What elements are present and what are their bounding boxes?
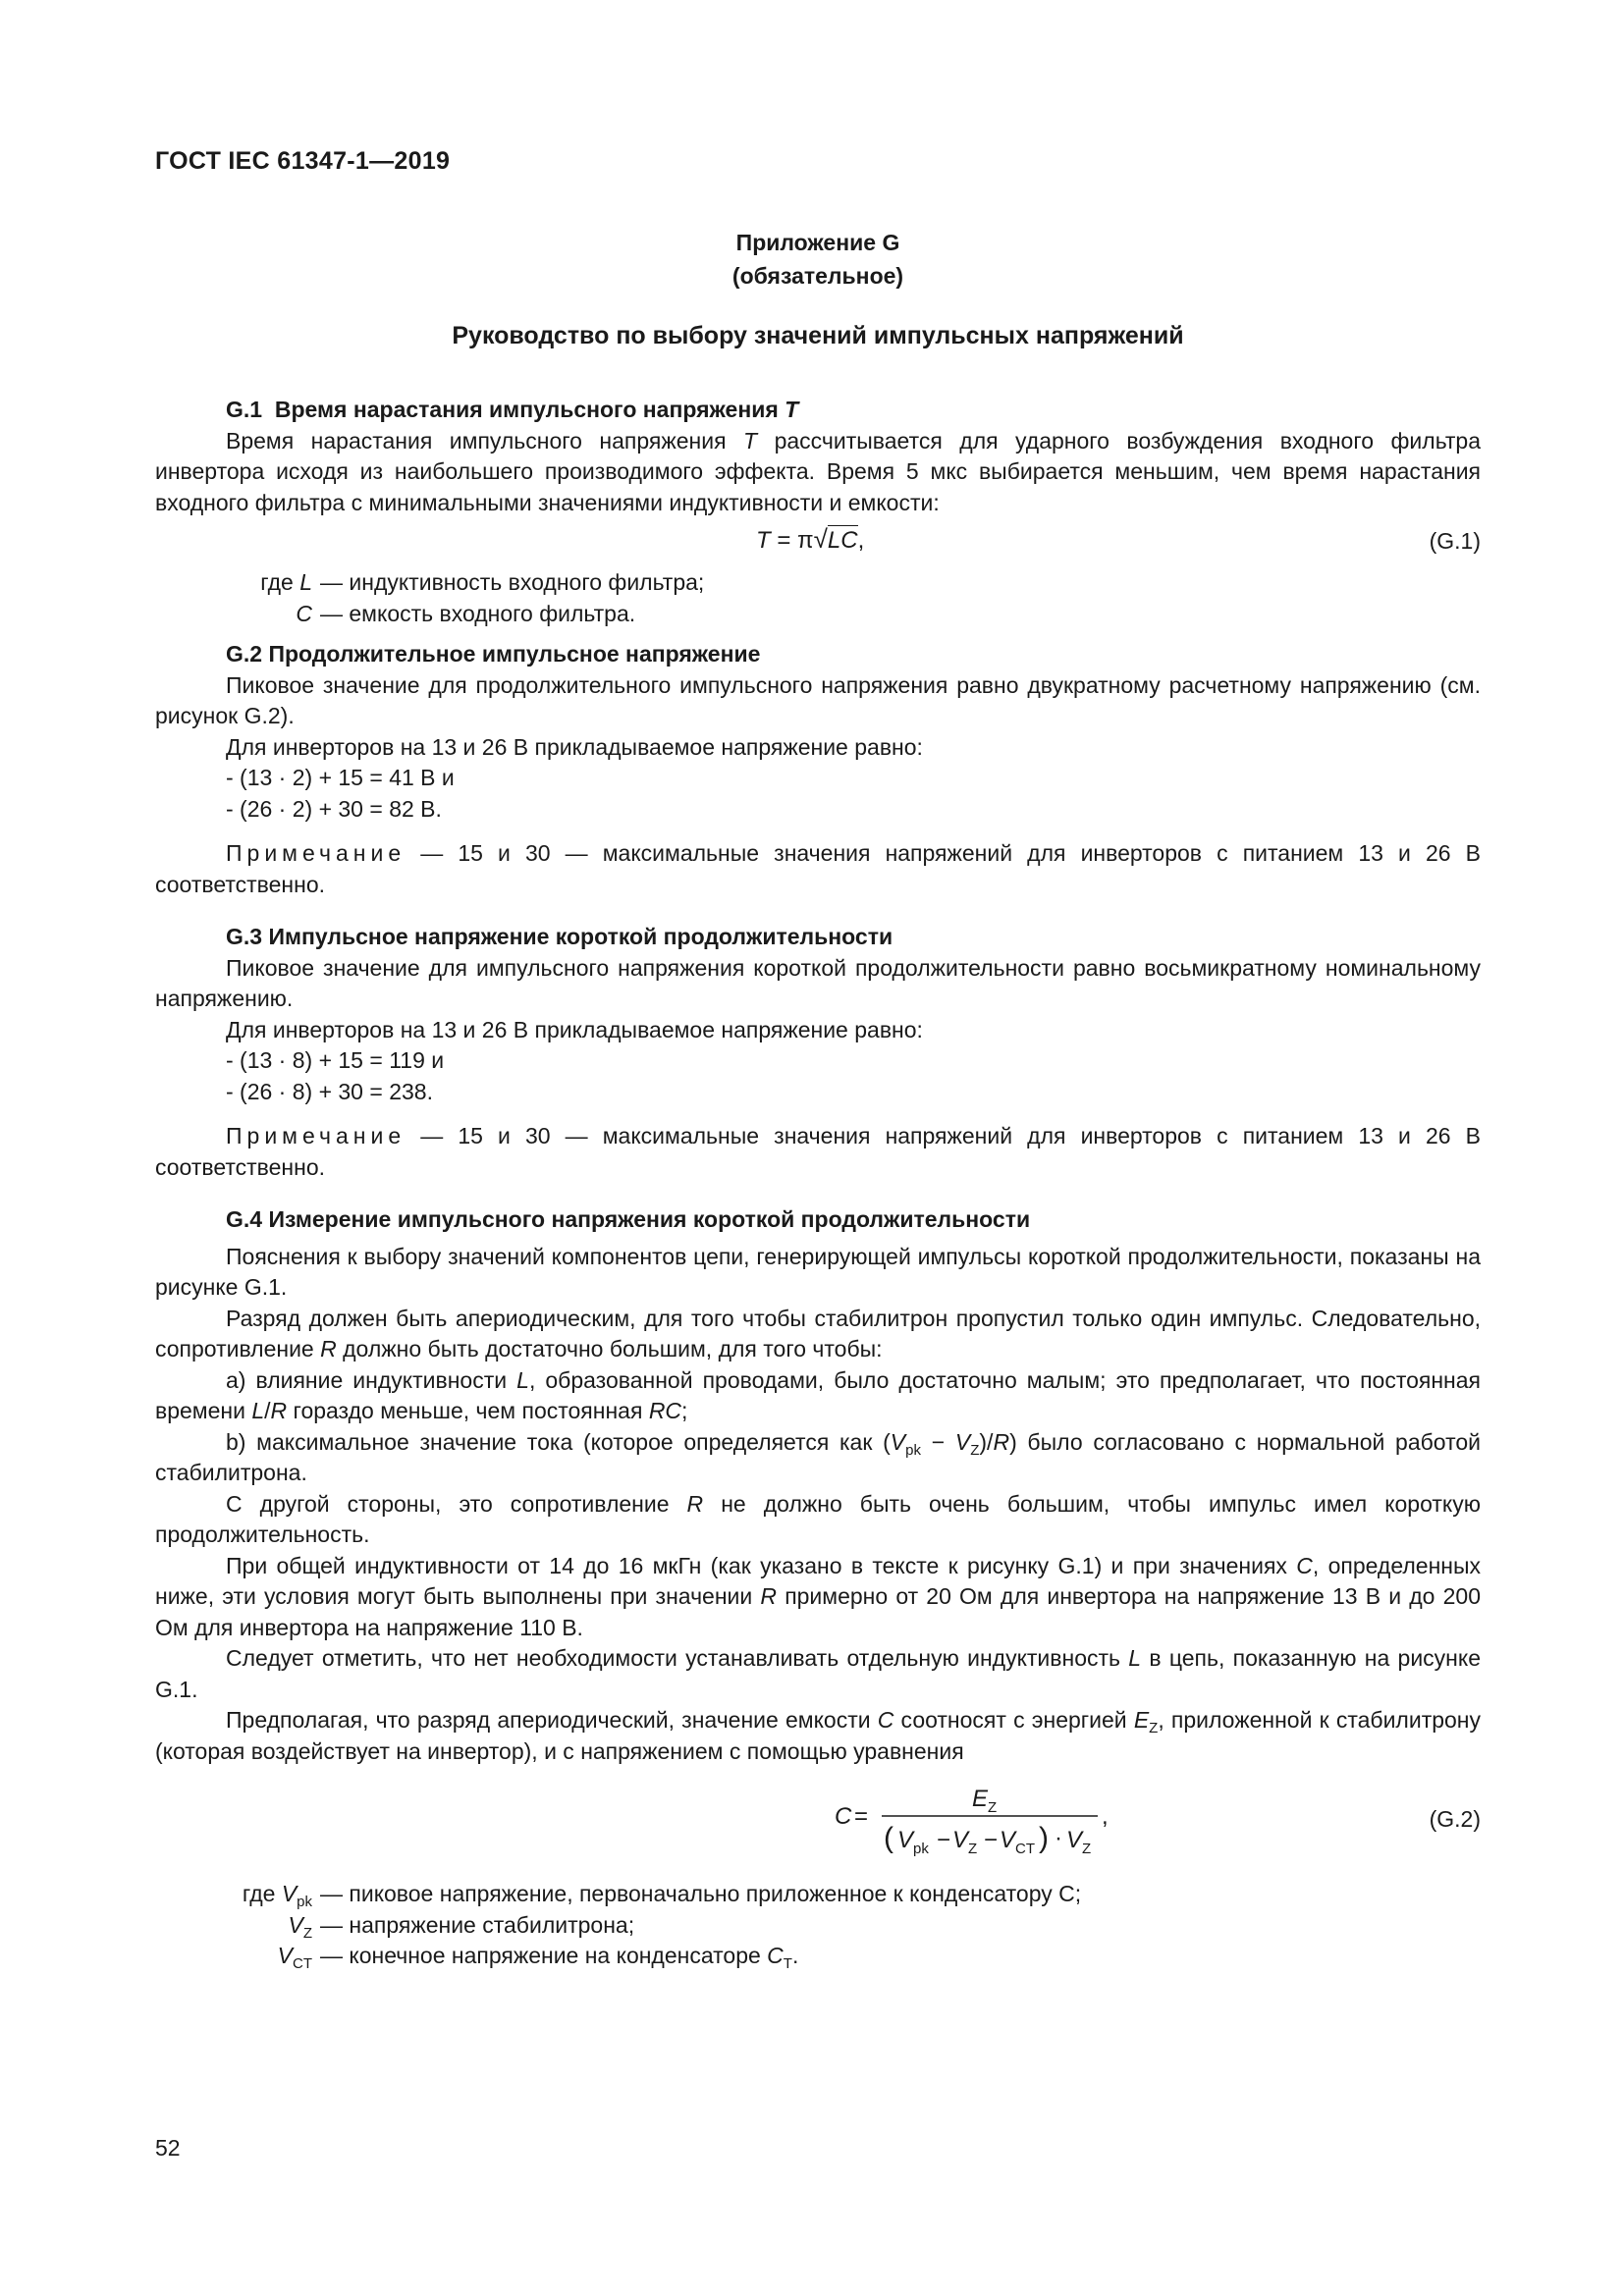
- where-item: C — емкость входного фильтра.: [296, 600, 636, 626]
- where-item: $V_Z$ — напряжение стабилитрона;: [288, 1911, 635, 1942]
- paragraph: Предполагая, что разряд апериодический, значение емкости C соотносят с энергией $E_Z$, приложенной к стабилитрону (которая воздействует на инвертор), и с напряжением с помощью уравнения: [155, 1707, 1482, 1764]
- svg-text:,: ,: [1102, 1803, 1109, 1830]
- svg-text:Z: Z: [968, 1841, 978, 1857]
- list-item: b) максимальное значение тока (которое определяется как $(V_{pk} - V_Z)/R$) было согласовано с нормальной работой стабилитрона.: [155, 1428, 1482, 1485]
- svg-text:CT: CT: [1015, 1841, 1035, 1857]
- svg-text:·: ·: [1055, 1825, 1062, 1851]
- formula-g1: [155, 518, 1481, 567]
- section-heading-g3: G.3 Импульсное напряжение короткой продолжительности: [226, 924, 893, 949]
- svg-text:V: V: [1000, 1827, 1016, 1853]
- paragraph: Для инверторов на 13 и 26 В прикладываемое напряжение равно:: [226, 733, 923, 760]
- paragraph: Пояснения к выбору значений компонентов цепи, генерирующей импульсы короткой продолжительности, показаны на рисунке G.1.: [155, 1243, 1481, 1300]
- sqrt-sign: √: [813, 524, 828, 554]
- note: Примечание — 15 и 30 — максимальные значения напряжений для инверторов с питанием 13 и 26 В соответственно.: [155, 840, 1481, 897]
- annex-title: Приложение G: [735, 230, 900, 255]
- svg-text:Z: Z: [988, 1799, 998, 1816]
- svg-text:pk: pk: [913, 1841, 929, 1857]
- annex-main-title: Руководство по выбору значений импульсных напряжений: [452, 322, 1184, 349]
- section-heading-g4: G.4 Измерение импульсного напряжения короткой продолжительности: [226, 1206, 1031, 1232]
- page-number: 52: [155, 2135, 181, 2161]
- list-item: - (13 · 2) + 15 = 41 В и: [226, 765, 455, 790]
- svg-text:C: C: [835, 1803, 852, 1830]
- paragraph: С другой стороны, это сопротивление R не должно быть очень большим, чтобы импульс имел короткую продолжительность.: [155, 1490, 1481, 1547]
- paragraph: Для инверторов на 13 и 26 В прикладываемое напряжение равно:: [226, 1016, 923, 1042]
- note: Примечание — 15 и 30 — максимальные значения напряжений для инверторов с питанием 13 и 26 В соответственно.: [155, 1123, 1481, 1180]
- paren-open: (: [884, 1822, 893, 1854]
- svg-text:V: V: [1066, 1827, 1083, 1853]
- paragraph: Разряд должен быть апериодическим, для того чтобы стабилитрон пропустил только один импульс. Следовательно, сопротивление R должно быть достаточно большим, для того чтобы:: [155, 1305, 1481, 1362]
- svg-text:=: =: [854, 1803, 869, 1830]
- document-body: [155, 395, 1481, 1972]
- section-heading-g2: G.2 Продолжительное импульсное напряжение: [226, 641, 761, 667]
- list-item: a) влияние индуктивности L, образованной проводами, было достаточно малым; это предполагает, что постоянная времени L/R гораздо меньше, чем постоянная RC;: [155, 1366, 1481, 1423]
- formula-g2-expression: [666, 1775, 1137, 1865]
- paragraph: Время нарастания импульсного напряжения T рассчитывается для ударного возбуждения входного фильтра инвертора исходя из наибольшего производимого эффекта. Время 5 мкс выбирается меньшим, чем время нарастания входного фильтра с минимальными значениями индуктивности и емкости:: [155, 427, 1481, 515]
- annex-status: (обязательное): [731, 263, 904, 289]
- svg-text:E: E: [972, 1786, 989, 1812]
- svg-text:V: V: [897, 1827, 914, 1853]
- formula-number: (G.1): [1429, 528, 1481, 554]
- list-item: - (26 · 2) + 30 = 82 В.: [226, 795, 442, 822]
- svg-text:V: V: [952, 1827, 969, 1853]
- annex-heading: [155, 226, 1481, 293]
- section-heading-g1: G.1 Время нарастания импульсного напряжения T: [226, 397, 799, 422]
- paragraph: Пиковое значение для импульсного напряжения короткой продолжительности равно восьмикратному номинальному напряжению.: [155, 954, 1481, 1011]
- paren-close: ): [1039, 1822, 1049, 1854]
- list-item: - (13 · 8) + 15 = 119 и: [226, 1047, 445, 1073]
- svg-text:−: −: [984, 1827, 999, 1853]
- paragraph: Пиковое значение для продолжительного импульсного напряжения равно двукратному расчетному напряжению (см. рисунок G.2).: [155, 671, 1481, 728]
- svg-text:Z: Z: [1082, 1841, 1092, 1857]
- paragraph: При общей индуктивности от 14 до 16 мкГн (как указано в тексте к рисунку G.1) и при значениях C, определенных ниже, эти условия могут быть выполнены при значении R примерно от 20 Ом для инвертора на напряжение 13 В и до 200 Ом для инвертора на напряжение 110 В.: [155, 1552, 1482, 1640]
- formula-expression: T = π√LC,: [756, 524, 865, 554]
- where-item: где $V_{pk}$ — пиковое напряжение, первоначально приложенное к конденсатору С;: [242, 1881, 1082, 1910]
- formula-g2: [155, 1775, 1481, 1865]
- document-header: ГОСТ IEC 61347-1—2019: [155, 147, 451, 175]
- formula-number: (G.2): [1429, 1806, 1481, 1832]
- svg-text:−: −: [937, 1827, 951, 1853]
- where-item: $V_{CT}$ — конечное напряжение на конденсаторе $C_T$.: [277, 1943, 799, 1972]
- paragraph: Следует отметить, что нет необходимости устанавливать отдельную индуктивность L в цепь, показанную на рисунке G.1.: [155, 1645, 1481, 1702]
- list-item: - (26 · 8) + 30 = 238.: [226, 1078, 433, 1104]
- where-item: где L — индуктивность входного фильтра;: [260, 569, 705, 595]
